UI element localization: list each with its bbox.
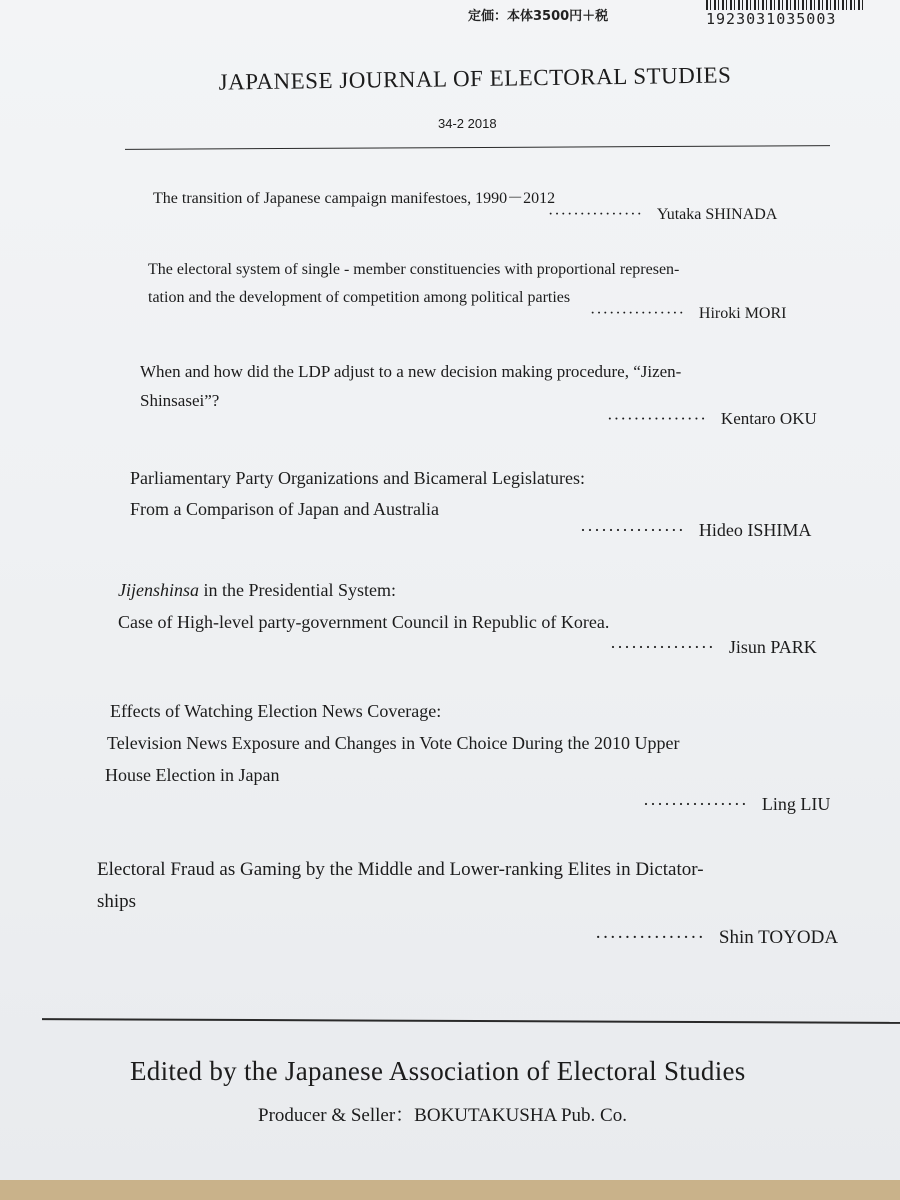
article-title-line: [118, 574, 609, 606]
leader-dots: ···············: [590, 305, 685, 322]
italic-term: Jijenshinsa: [118, 580, 199, 600]
article-title-line: Electoral Fraud as Gaming by the Middle and Lower-ranking Elites in Dictator-: [97, 859, 704, 880]
author-name: Hiroki MORI: [698, 305, 787, 322]
barcode: [700, 0, 870, 28]
journal-title: JAPANESE JOURNAL OF ELECTORAL STUDIES: [218, 62, 732, 95]
issue-number: 34-2 2018: [438, 116, 497, 131]
article-title-line: The electoral system of single - member constituencies with proportional represen-: [148, 261, 680, 278]
article-1: [153, 184, 555, 214]
barcode-bars: [706, 0, 866, 10]
bottom-rule: [42, 1018, 900, 1024]
article-7: [97, 854, 704, 918]
author-name: Shin TOYODA: [718, 927, 839, 948]
leader-dots: ···············: [595, 927, 705, 948]
article-5-author-line: [610, 637, 817, 658]
leader-dots: ···············: [580, 520, 685, 540]
article-title-line: tation and the development of competition among political parties: [148, 289, 571, 306]
price-label: 定価：本体3500円＋税: [468, 9, 609, 24]
article-1-author-line: [548, 206, 777, 224]
article-title-rest: in the Presidential System:: [199, 580, 396, 600]
article-title-line: Parliamentary Party Organizations and Bicameral Legislatures:: [130, 468, 586, 488]
article-2-author-line: [590, 305, 786, 323]
author-name: Jisun PARK: [728, 637, 817, 657]
author-name: Yutaka SHINADA: [656, 206, 778, 223]
leader-dots: ···············: [643, 794, 748, 814]
article-7-author-line: [595, 927, 838, 949]
article-title-line: From a Comparison of Japan and Australia: [130, 499, 439, 519]
author-name: Kentaro OKU: [720, 409, 817, 428]
article-title-line: Case of High-level party-government Council in Republic of Korea.: [118, 612, 610, 632]
article-title-line: Shinsasei”?: [140, 391, 220, 410]
leader-dots: ···············: [610, 637, 715, 657]
article-4-author-line: [580, 520, 811, 541]
leader-dots: ···············: [548, 206, 643, 223]
article-title-line: Television News Exposure and Changes in Vote Choice During the 2010 Upper: [107, 733, 680, 753]
top-rule: [125, 145, 830, 150]
article-5: [118, 574, 609, 638]
article-6-author-line: [643, 794, 830, 815]
article-2: [148, 256, 679, 312]
article-6: [105, 695, 680, 791]
author-name: Ling LIU: [761, 794, 831, 814]
editor-line: Edited by the Japanese Association of Electoral Studies: [130, 1056, 746, 1086]
article-title-line: ships: [97, 891, 137, 912]
barcode-number: 1923031035003: [706, 10, 837, 28]
article-title-line: House Election in Japan: [105, 765, 280, 785]
article-title-line: Effects of Watching Election News Coverage:: [110, 701, 442, 721]
article-4: [130, 463, 585, 525]
article-3: [140, 357, 681, 415]
article-3-author-line: [607, 409, 817, 429]
producer-line: Producer & Seller：BOKUTAKUSHA Pub. Co.: [258, 1105, 627, 1126]
article-title-line: The transition of Japanese campaign manifestoes, 1990－2012: [153, 190, 556, 207]
article-title-line: When and how did the LDP adjust to a new decision making procedure, “Jizen-: [140, 362, 682, 381]
author-name: Hideo ISHIMA: [698, 520, 812, 540]
table-surface: [0, 1180, 900, 1200]
leader-dots: ···············: [607, 409, 707, 428]
